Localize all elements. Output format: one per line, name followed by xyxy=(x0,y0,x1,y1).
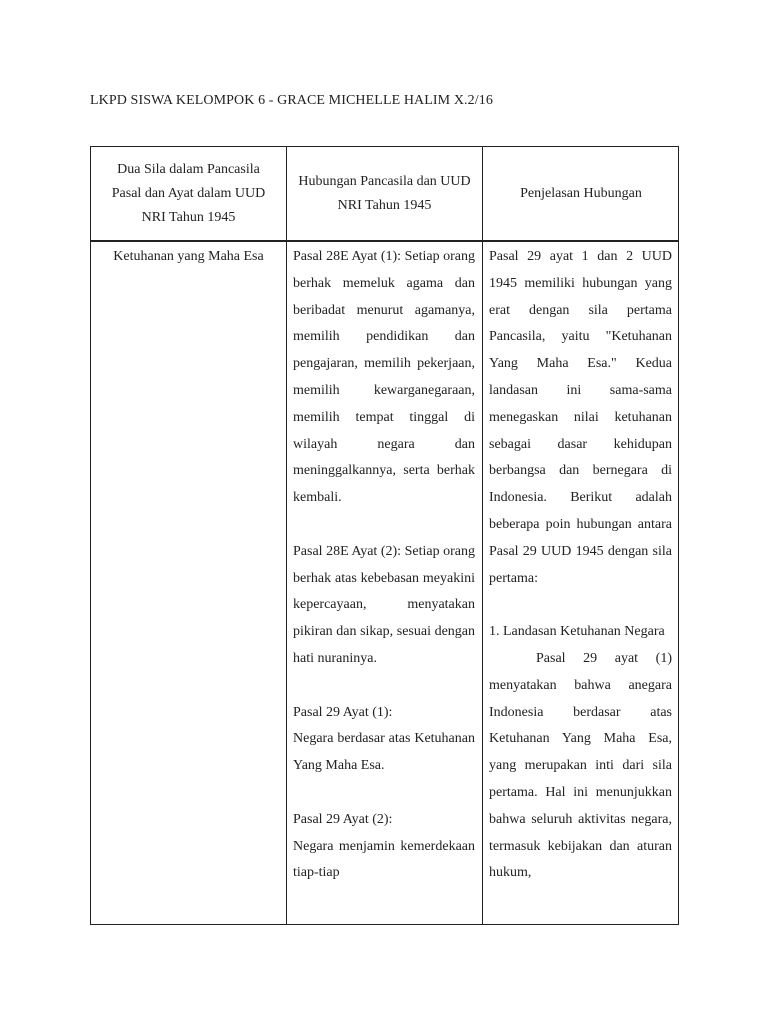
pasal-29-ayat-1-text: Negara berdasar atas Ketuhanan Yang Maha Esa. xyxy=(293,731,475,774)
pasal-29-ayat-2-text: Negara menjamin kemerdekaan tiap-tiap xyxy=(293,838,475,881)
document-title: LKPD SISWA KELOMPOK 6 - GRACE MICHELLE HALIM X.2/16 xyxy=(90,93,493,108)
point-1-body: Pasal 29 ayat (1) menyatakan bahwa anegara Indonesia berdasar atas Ketuhanan Yang Maha Esa, yang merupakan inti dari sila pertama. Hal ini menunjukkan bahwa seluruh aktivitas negara, termasuk kebijakan dan aturan hukum, xyxy=(489,650,672,881)
penjelasan-intro: Pasal 29 ayat 1 dan 2 UUD 1945 memiliki hubungan yang erat dengan sila pertama Pancasila, yaitu "Ketuhanan Yang Maha Esa." Kedua landasan ini sama-sama menegaskan nilai ketuhanan sebagai dasar kehidupan berbangsa dan bernegara di Indonesia. Berikut adalah beberapa poin hubungan antara Pasal 29 UUD 1945 dengan sila pertama: xyxy=(489,249,672,586)
header-hubungan: Hubungan Pancasila dan UUD NRI Tahun 1945 xyxy=(298,173,471,213)
point-1-title: 1. Landasan Ketuhanan Negara xyxy=(489,624,665,640)
cell-pasal-list xyxy=(287,244,482,887)
cell-penjelasan xyxy=(483,244,679,887)
pasal-28e-ayat-2: Pasal 28E Ayat (2): Setiap orang berhak atas kebebasan meyakini kepercayaan, menyatakan pikiran dan sikap, sesuai dengan hati nuraninya. xyxy=(293,543,475,666)
pasal-28e-ayat-1: Pasal 28E Ayat (1): Setiap orang berhak memeluk agama dan beribadat menurut agamanya, memilih pendidikan dan pengajaran, memilih pekerjaan, memilih kewarganegaraan, memilih tempat tinggal di wilayah negara dan meninggalkannya, serta berhak kembali. xyxy=(293,249,475,506)
header-divider xyxy=(91,240,678,242)
cell-sila: Ketuhanan yang Maha Esa xyxy=(113,249,264,264)
header-sila-pasal: Dua Sila dalam Pancasila Pasal dan Ayat dalam UUD NRI Tahun 1945 xyxy=(111,161,266,225)
pasal-29-ayat-2-heading: Pasal 29 Ayat (2): xyxy=(293,811,393,827)
relation-table xyxy=(90,146,679,925)
pasal-29-ayat-1-heading: Pasal 29 Ayat (1): xyxy=(293,704,393,720)
header-penjelasan: Penjelasan Hubungan xyxy=(520,185,642,201)
